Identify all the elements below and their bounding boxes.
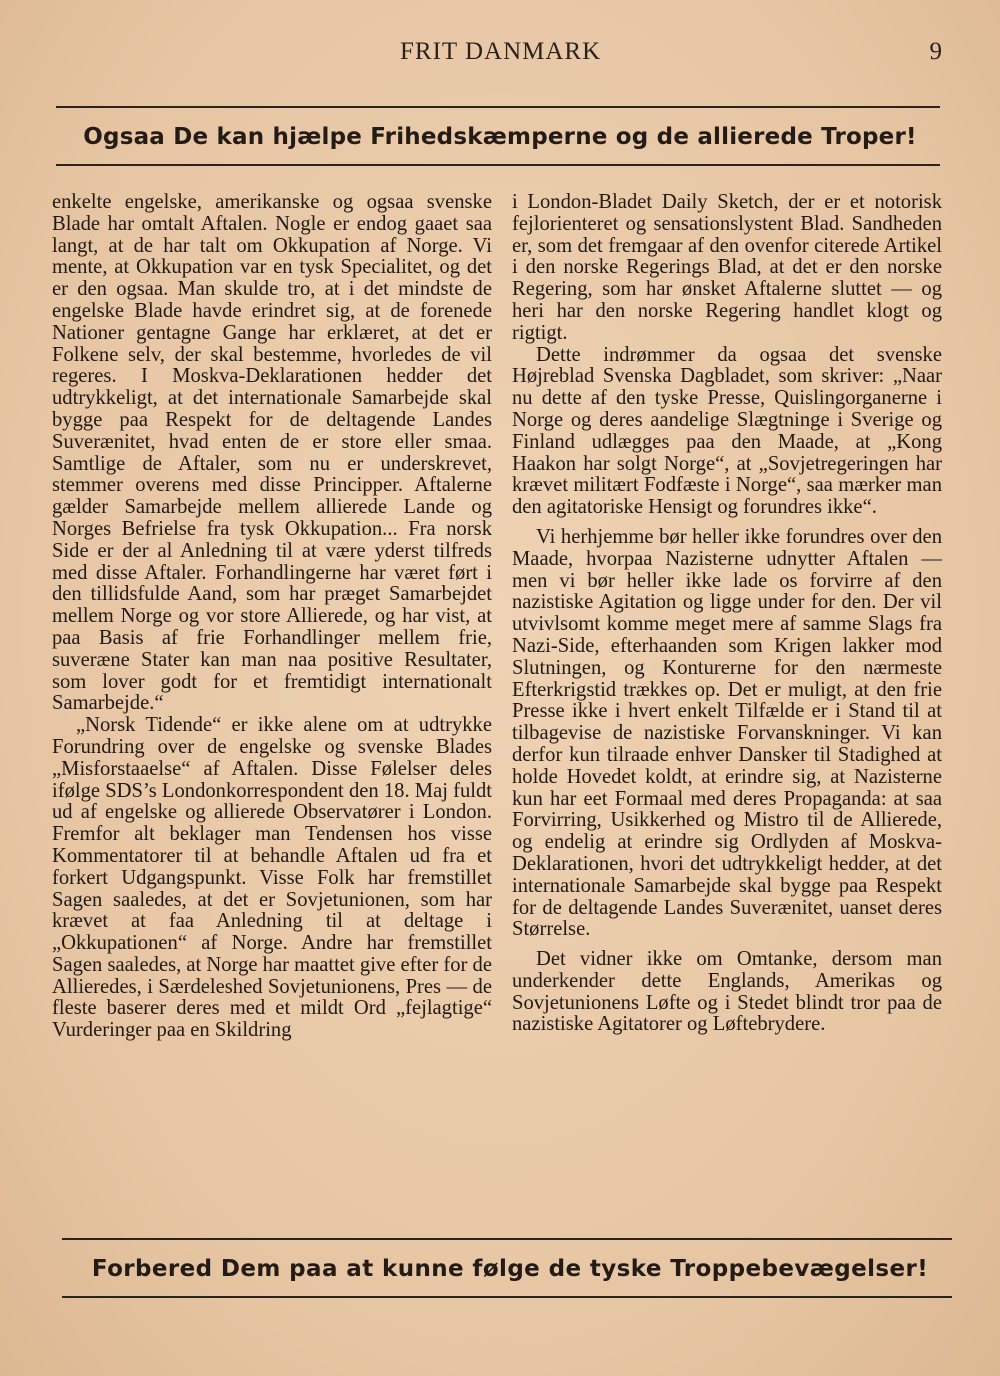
top-rule-upper — [56, 106, 940, 108]
top-rule-lower — [56, 164, 940, 166]
running-head — [0, 38, 1000, 70]
right-paragraph-2: Dette indrømmer da ogsaa det svenske Højreblad Svenska Dagbladet, som skriver: „Naar nu dette af den tyske Presse, Quislingorganerne i Norge og deres aandelige Slægtninge i Sverige og Finland udlægges paa den Maade, at „Kong Haakon har solgt Norge“, at „Sovjetregeringen har krævet militært Fodfæste i Norge“, saa mærker man den agitatoriske Hensigt og forundres ikke“. — [512, 343, 942, 519]
right-column — [512, 192, 942, 1036]
right-paragraph-1: i London-Bladet Daily Sketch, der er et notorisk fejlorienteret og sensationslystent Blad. Sandheden er, som det fremgaar af den ovenfor citerede Artikel i den norske Regerings Blad, at det er den norske Regering, som har ønsket Aftalerne sluttet — og heri har den norske Regering handlet klogt og rigtigt. — [512, 191, 942, 344]
page-number: 9 — [929, 38, 942, 65]
left-paragraph-2: „Norsk Tidende“ er ikke alene om at udtrykke Forundring over de engelske og svenske Blades „Misforstaaelse“ af Aftalen. Disse Følelser deles ifølge SDS’s Londonkorrespondent den 18. Maj fuldt ud af engelske og allierede Observatører i London. Fremfor alt beklager man Tendensen hos visse Kommentatorer til at behandle Aftalen ud fra et forkert Udgangspunkt. Visse Folk har fremstillet Sagen saaledes, at det er Sovjetunionen, som har krævet at faa Anledning til at deltage i „Okkupationen“ af Norge. Andre har fremstillet Sagen saaledes, at Norge har maattet give efter for de Allieredes, i Særdeleshed Sovjetunionens, Pres — de fleste baserer deres med et mildt Ord „fejlagtige“ Vurderinger paa en Skildring — [52, 714, 492, 1042]
right-paragraph-4: Det vidner ikke om Omtanke, dersom man underkender dette Englands, Amerikas og Sovjetunionens Løfte og i Stedet blindt tror paa de nazistiske Agitatorer og Løftebrydere. — [512, 948, 942, 1036]
bottom-rule-upper — [62, 1238, 952, 1240]
publication-title: FRIT DANMARK — [400, 38, 602, 65]
bottom-rule-lower — [62, 1296, 952, 1298]
right-paragraph-3: Vi herhjemme bør heller ikke forundres over den Maade, hvorpaa Nazisterne udnytter Aftalen — men vi bør heller ikke lade os forvirre af den nazistiske Agitation og ligge under for den. Der vil utvivlsomt komme meget mere af samme Slags fra Nazi-Side, efterhaanden som Krigen lakker mod Slutningen, og Konturerne for den nærmeste Efterkrigstid trækkes op. Det er muligt, at den frie Presse ikke i hvert enkelt Tilfælde er i Stand til at tilbagevise de nazistiske Forvanskninger. Vi kan derfor kun tilraade enhver Dansker til Stadighed at holde Hovedet koldt, at erindre sig, at Nazisterne kun har eet Formaal med deres Propaganda: at saa Forvirring, Usikkerhed og Mistro til de Allierede, og endelig at erindre sig Ordlyden af Moskva-Deklarationen, hvori det udtrykkeligt hedder, at det internationale Samarbejde skal bygge paa Respekt for de deltagende Landes Suverænitet, uanset deres Størrelse. — [512, 525, 942, 941]
left-column — [52, 192, 492, 1042]
bottom-slogan: Forbered Dem paa at kunne følge de tyske Troppebevægelser! — [91, 1256, 929, 1282]
top-slogan: Ogsaa De kan hjælpe Frihedskæmperne og de allierede Troper! — [83, 124, 917, 150]
left-paragraph-1: enkelte engelske, amerikanske og ogsaa svenske Blade har omtalt Aftalen. Nogle er endog gaaet saa langt, at de har talt om Okkupation af Norge. Vi mente, at Okkupation var en tysk Specialitet, og det er den ogsaa. Man skulde tro, at i det mindste de engelske Blade havde erindret sig, at de forenede Nationer gentagne Gange har erklæret, at det er Folkene selv, der skal bestemme, hvorledes de vil regeres. I Moskva-Deklarationen hedder det udtrykkeligt, at det internationale Samarbejde skal bygge paa Respekt for de deltagende Landes Suverænitet, hvad enten de er store eller smaa. Samtlige de Aftaler, som nu er underskrevet, stemmer overens med disse Principper. Aftalerne gælder Samarbejde mellem allierede Lande og Norges Befrielse fra tysk Okkupation... Fra norsk Side er der al Anledning til at være yderst tilfreds med disse Aftaler. Forhandlingerne har været ført i den tillidsfulde Aand, som har præget Samarbejdet mellem Norge og vor store Allierede, og har vist, at paa Basis af frie Forhandlinger mellem frie, suveræne Stater kan man naa positive Resultater, som lover godt for et fremtidigt internationalt Samarbejde.“ — [52, 191, 492, 715]
